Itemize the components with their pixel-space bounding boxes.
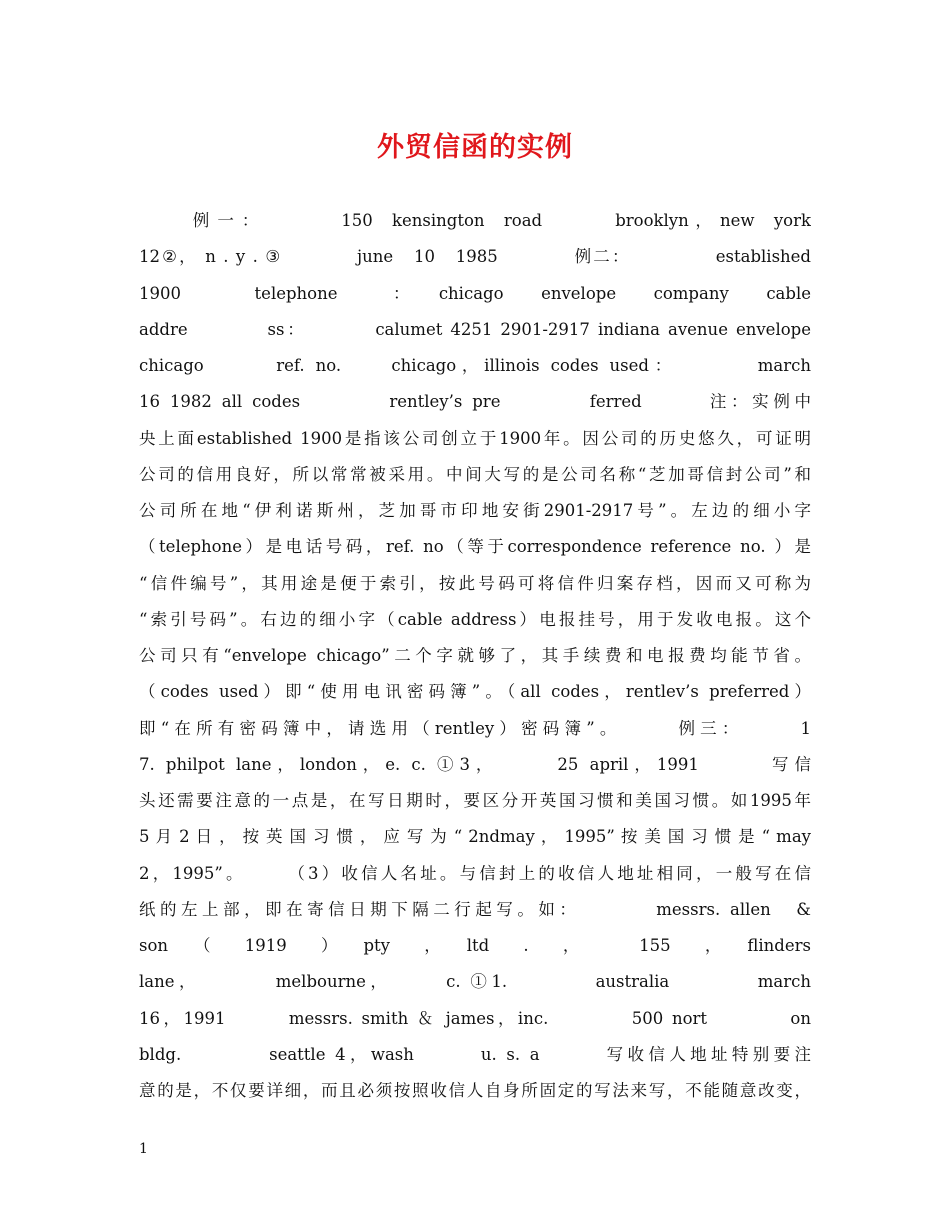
text-line-3: 1900 telephone ： chicago envelope company cable [139,283,811,303]
text-line-16: 7. philpot lane，london，e. c. ①3， 25 april，1991 写信 [139,754,811,774]
page-number: 1 [139,1141,148,1157]
text-line-14: （codes used）即“使用电讯密码簿”。（all codes，rentlev’s preferred） [139,682,811,702]
text-line-1: 例 一 ： 150 kensington road brooklyn ， new york [139,211,811,230]
document-body [139,203,811,1109]
text-line-12: “索引号码”。右边的细小字（cable address）电报挂号，用于发收电报。这个 [139,609,811,629]
text-line-23: 16，1991 messrs. smith ＆ james，inc. 500 nort on [139,1008,811,1028]
text-line-13: 公司只有“envelope chicago”二个字就够了，其手续费和电报费均能节省。 [139,646,811,665]
text-line-6: 16 1982 all codes rentley’s pre ferred 注：实例中 [139,392,811,412]
text-line-22: lane， melbourne， c. ①1. australia march [139,972,811,992]
text-line-9: 公司所在地“伊利诺斯州，芝加哥市印地安街2901-2917号”。左边的细小字 [139,501,811,520]
text-line-17: 头还需要注意的一点是，在写日期时，要区分开英国习惯和美国习惯。如1995年 [139,791,811,810]
text-line-21: son （ 1919 ） pty ， ltd . ， 155 ， flinders [139,936,811,955]
text-line-11: “信件编号”，其用途是便于索引，按此号码可将信件归案存档，因而又可称为 [139,573,811,593]
text-line-2: 12②， n . y . ③ june 10 1985 例二： established [139,247,811,267]
text-line-4: addre ss： calumet 4251 2901-2917 indiana avenue envelope [139,319,811,339]
text-line-25: 意的是，不仅要详细，而且必须按照收信人自身所固定的写法来写，不能随意改变， [139,1081,811,1100]
text-line-10: （telephone）是电话号码，ref. no（等于correspondence reference no. ）是 [139,537,811,557]
text-line-18: 5 月 2 日 ， 按 英 国 习 惯 ， 应 写 为 “ 2ndmay ， 1995” 按 美 国 习 惯 是 “ may [139,827,811,847]
text-line-7: 央上面established 1900是指该公司创立于1900年。因公司的历史悠久，可证明 [139,428,811,448]
text-line-15: 即“在所有密码簿中，请选用（rentley）密码簿”。 例三： 1 [139,718,811,738]
text-line-8: 公司的信用良好，所以常常被采用。中间大写的是公司名称“芝加哥信封公司”和 [139,464,811,484]
text-line-24: bldg. seattle 4，wash u. s. a 写收信人地址特别要注 [139,1044,811,1064]
text-line-5: chicago ref. no. chicago，illinois codes used： march [139,356,811,375]
document-title: 外贸信函的实例 [377,132,573,163]
text-line-20: 纸的左上部，即在寄信日期下隔二行起写。如： messrs. allen & [139,899,811,919]
text-line-19: 2，1995”。 （3）收信人名址。与信封上的收信人地址相同，一般写在信 [139,863,811,883]
